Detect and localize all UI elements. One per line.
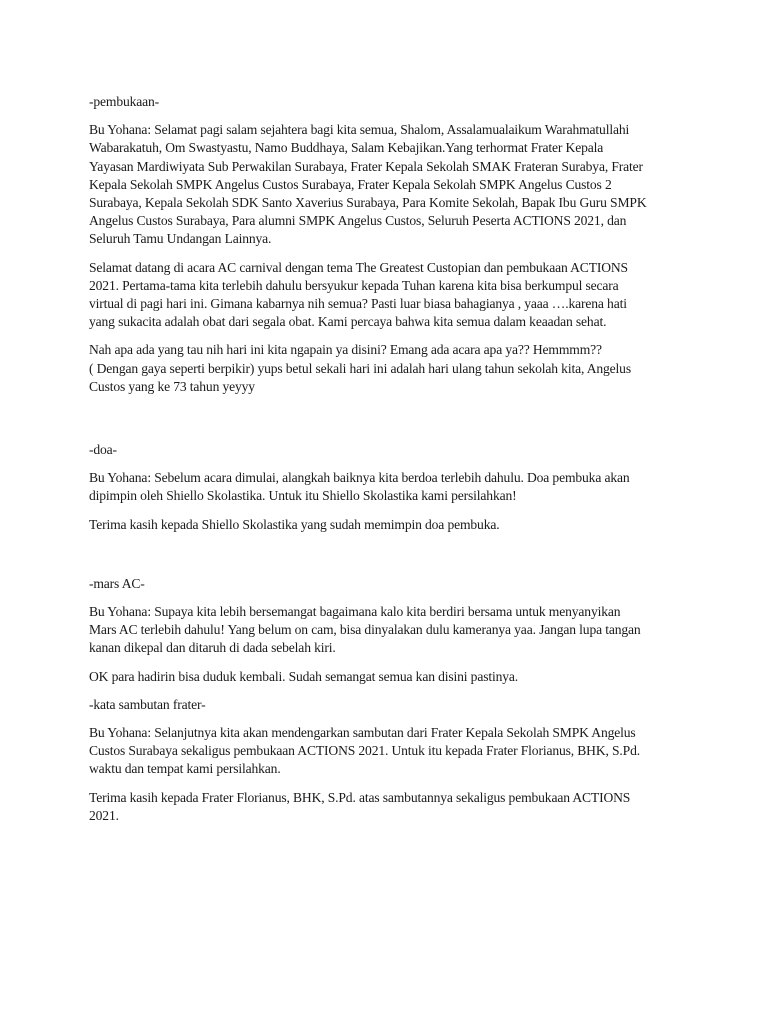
paragraph-prayer-thanks (89, 516, 689, 534)
text-line: waktu dan tempat kami persilahkan. (89, 761, 281, 777)
text-line: Terima kasih kepada Frater Florianus, BHK, S.Pd. atas sambutannya sekaligus pembukaan ACTIONS (89, 789, 631, 805)
text-line: Bu Yohana: Selamat pagi salam sejahtera bagi kita semua, Shalom, Assalamualaikum Warahmatullahi (89, 122, 630, 138)
text-line: Wabarakatuh, Om Swastyastu, Namo Buddhaya, Salam Kebajikan.Yang terhormat Frater Kepala (89, 140, 604, 156)
section-heading-mars-ac: -mars AC- (89, 575, 145, 591)
text-line: Yayasan Mardiwiyata Sub Perwakilan Surabaya, Frater Kepala Sekolah SMAK Frateran Surabya, Frater (89, 158, 643, 174)
spacer (89, 406, 689, 441)
text-line: virtual di pagi hari ini. Gimana kabarnya nih semua? Pasti luar biasa bahagianya , yaaa ….karena hati (89, 296, 627, 312)
text-line: Bu Yohana: Sebelum acara dimulai, alangkah baiknya kita berdoa terlebih dahulu. Doa pembuka akan (89, 470, 630, 486)
document-page (89, 93, 689, 835)
text-line: kanan dikepal dan ditaruh di dada sebelah kiri. (89, 640, 336, 656)
text-line: Nah apa ada yang tau nih hari ini kita ngapain ya disini? Emang ada acara apa ya?? Hemmmm?? (89, 342, 602, 358)
text-line: Custos yang ke 73 tahun yeyyy (89, 378, 255, 394)
paragraph-anniversary (89, 341, 689, 396)
paragraph-mars-intro (89, 603, 689, 658)
text-line: OK para hadirin bisa duduk kembali. Sudah semangat semua kan disini pastinya. (89, 668, 519, 684)
text-line: Bu Yohana: Supaya kita lebih bersemangat bagaimana kalo kita berdiri bersama untuk menyanyikan (89, 604, 621, 620)
paragraph-mars-closing (89, 668, 689, 686)
text-line: 2021. (89, 807, 119, 823)
section-heading-kata-sambutan: -kata sambutan frater- (89, 696, 206, 712)
paragraph-greeting (89, 121, 689, 248)
text-line: Custos Surabaya sekaligus pembukaan ACTIONS 2021. Untuk itu kepada Frater Florianus, BHK, S.Pd. (89, 743, 640, 759)
text-line: Kepala Sekolah SMPK Angelus Custos Surabaya, Frater Kepala Sekolah SMPK Angelus Custos 2 (89, 176, 612, 192)
text-line: yang sukacita adalah obat dari segala obat. Kami percaya bahwa kita semua dalam keaadan sehat. (89, 314, 607, 330)
spacer (89, 544, 689, 575)
paragraph-welcome (89, 259, 689, 332)
text-line: Mars AC terlebih dahulu! Yang belum on cam, bisa dinyalakan dulu kameranya yaa. Jangan lupa tangan (89, 622, 641, 638)
text-line: Angelus Custos Surabaya, Para alumni SMPK Angelus Custos, Seluruh Peserta ACTIONS 2021, dan (89, 213, 627, 229)
paragraph-speech-intro (89, 724, 689, 779)
text-line: dipimpin oleh Shiello Skolastika. Untuk itu Shiello Skolastika kami persilahkan! (89, 488, 517, 504)
text-line: Selamat datang di acara AC carnival dengan tema The Greatest Custopian dan pembukaan ACTIONS (89, 259, 628, 275)
section-heading-doa: -doa- (89, 442, 117, 458)
paragraph-speech-thanks (89, 789, 689, 825)
section-heading-pembukaan: -pembukaan- (89, 94, 160, 109)
text-line: Terima kasih kepada Shiello Skolastika yang sudah memimpin doa pembuka. (89, 516, 500, 532)
paragraph-prayer-intro (89, 469, 689, 505)
text-line: Seluruh Tamu Undangan Lainnya. (89, 231, 272, 247)
text-line: 2021. Pertama-tama kita terlebih dahulu bersyukur kepada Tuhan karena kita bisa berkumpul secara (89, 277, 619, 293)
text-line: ( Dengan gaya seperti berpikir) yups betul sekali hari ini adalah hari ulang tahun sekolah kita, Angelus (89, 360, 631, 376)
text-line: Surabaya, Kepala Sekolah SDK Santo Xaverius Surabaya, Para Komite Sekolah, Bapak Ibu Guru SMPK (89, 195, 647, 211)
text-line: Bu Yohana: Selanjutnya kita akan mendengarkan sambutan dari Frater Kepala Sekolah SMPK Angelus (89, 725, 636, 741)
